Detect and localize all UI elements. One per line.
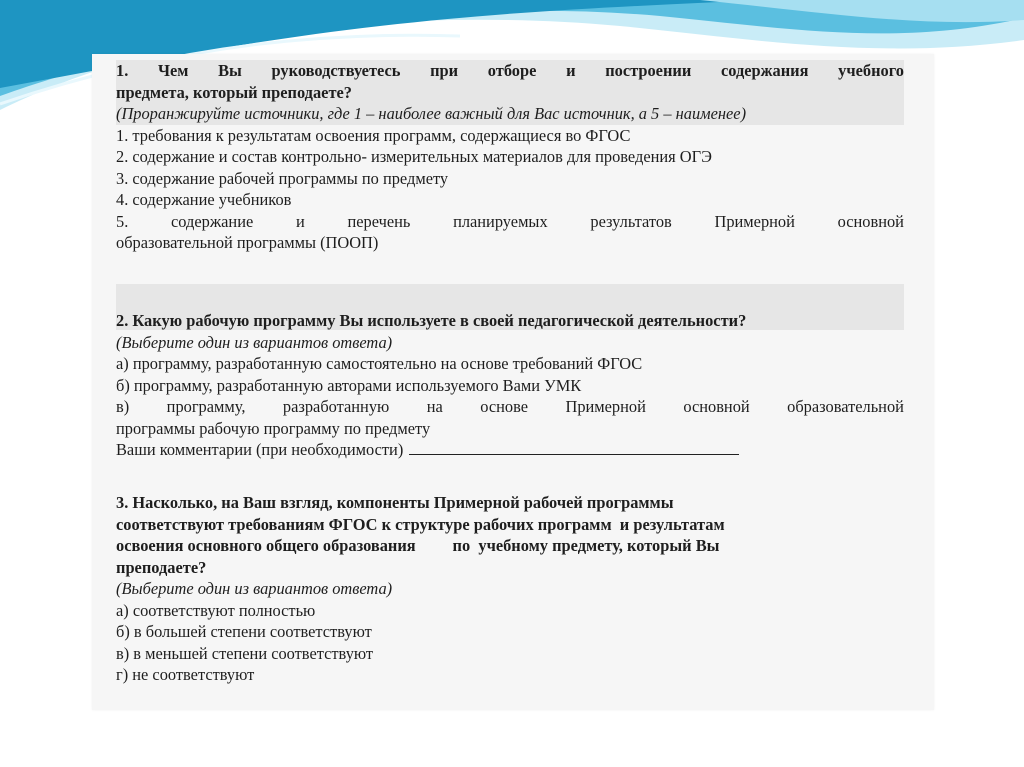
- q1-item-5-line-1: 5. содержание и перечень планируемых результатов Примерной основной: [116, 211, 904, 231]
- q3-option-b: б) в большей степени соответствуют: [116, 622, 372, 641]
- q1-item-5-line-2: образовательной программы (ПООП): [116, 233, 379, 252]
- q1-title-line-1: 1. Чем Вы руководствуетесь при отборе и построении содержания учебного: [116, 61, 904, 80]
- q2-option-c-line-1: в) программу, разработанную на основе Примерной основной образовательной: [116, 397, 904, 416]
- q1-title-line-2: предмета, который преподаете?: [116, 82, 904, 104]
- question-1: [116, 60, 904, 254]
- q1-item-1: 1. требования к результатам освоения программ, содержащиеся во ФГОС: [116, 125, 631, 145]
- q3-option-c: в) в меньшей степени соответствуют: [116, 643, 374, 663]
- q3-title-line-1: 3. Насколько, на Ваш взгляд, компоненты Примерной рабочей программы: [116, 493, 674, 512]
- q2-comment-row: [116, 439, 904, 461]
- q2-title: 2. Какую рабочую программу Вы используете в своей педагогической деятельности?: [116, 311, 747, 330]
- q3-title-line-4: преподаете?: [116, 557, 207, 577]
- document-page: [92, 54, 934, 710]
- q2-comment-blank-line[interactable]: [409, 439, 739, 455]
- q1-item-3: 3. содержание рабочей программы по предмету: [116, 168, 449, 188]
- question-2: [116, 310, 904, 461]
- q2-option-b: б) программу, разработанную авторами используемого Вами УМК: [116, 375, 582, 395]
- q3-option-a: а) соответствуют полностью: [116, 600, 316, 620]
- q1-item-4: 4. содержание учебников: [116, 190, 292, 209]
- q2-comment-label: Ваши комментарии (при необходимости): [116, 440, 404, 459]
- q3-option-d: г) не соответствуют: [116, 665, 255, 684]
- q2-option-c-line-2: программы рабочую программу по предмету: [116, 418, 431, 438]
- q3-title-line-3: освоения основного общего образования по учебному предмету, который Вы: [116, 536, 720, 555]
- q3-instruction: (Выберите один из вариантов ответа): [116, 579, 393, 598]
- question-3: [116, 492, 904, 686]
- q3-title-line-2: соответствуют требованиям ФГОС к структуре рабочих программ и результатам: [116, 514, 725, 534]
- q2-instruction: (Выберите один из вариантов ответа): [116, 332, 393, 352]
- q1-item-2: 2. содержание и состав контрольно- измерительных материалов для проведения ОГЭ: [116, 147, 712, 166]
- q2-option-a: а) программу, разработанную самостоятельно на основе требований ФГОС: [116, 354, 643, 373]
- q1-instruction: (Проранжируйте источники, где 1 – наиболее важный для Вас источник, а 5 – наименее): [116, 103, 904, 125]
